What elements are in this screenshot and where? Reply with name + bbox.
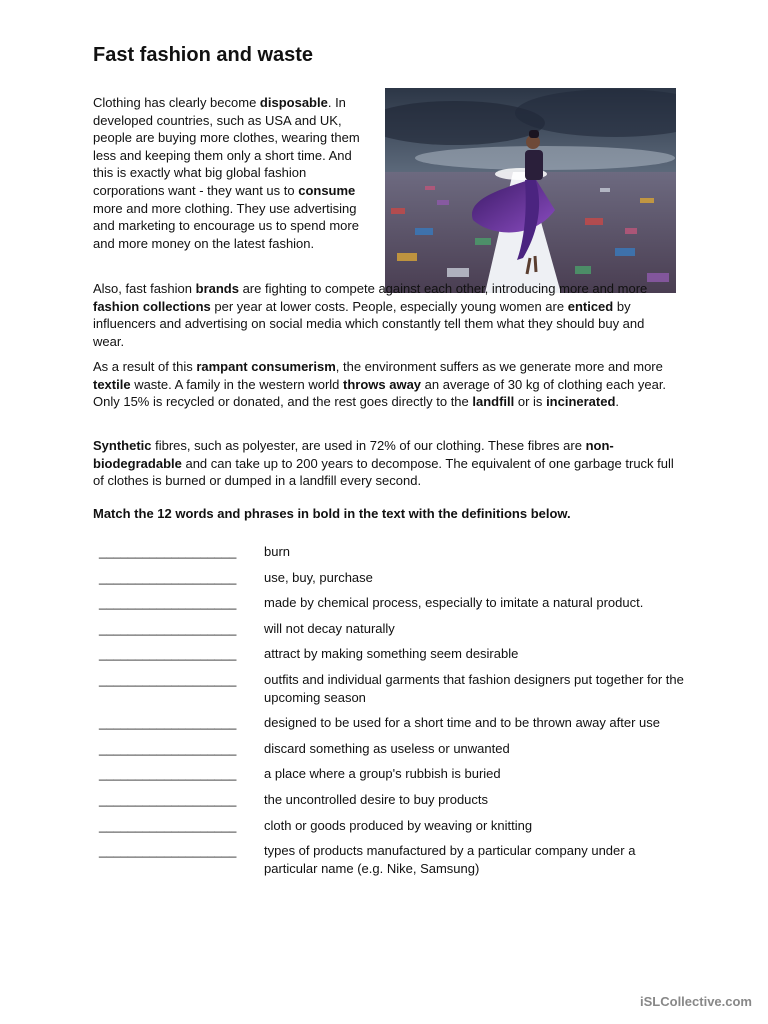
text-segment: , the environment suffers as we generate more and more xyxy=(335,359,663,374)
bold-keyword: textile xyxy=(93,376,131,392)
bold-keyword: incinerated xyxy=(546,394,616,410)
definition-row xyxy=(99,543,689,561)
definition-row xyxy=(99,817,689,835)
paragraph-4 xyxy=(93,437,678,490)
answer-blank[interactable]: ___________________ xyxy=(99,569,237,585)
bold-keyword: fashion collections xyxy=(93,298,211,314)
definition-row xyxy=(99,569,689,587)
fashion-runway-photo xyxy=(385,88,676,293)
text-segment: . In developed countries, such as USA and UK, people are buying more clothes, wearing them less and keeping them only a short time. And this is exactly what big global fashion corporations want - they want us to xyxy=(93,95,360,198)
text-segment: Clothing has clearly become xyxy=(93,95,260,110)
definition-text: use, buy, purchase xyxy=(264,569,373,585)
definition-text: attract by making something seem desirable xyxy=(264,646,519,662)
definition-row xyxy=(99,645,689,663)
text-segment: and can take up to 200 years to decompose. The equivalent of one garbage truck full of clothes is burned or dumped in a landfill every second. xyxy=(93,455,674,489)
definition-matching-list xyxy=(99,543,689,877)
definition-text: a place where a group's rubbish is buried xyxy=(264,766,501,782)
text-segment: per year at lower costs. People, especially young women are xyxy=(210,298,568,314)
text-segment: Also, fast fashion xyxy=(93,281,196,296)
text-segment: fibres, such as polyester, are used in 72% of our clothing. These fibres are xyxy=(151,438,586,453)
answer-blank[interactable]: ___________________ xyxy=(99,646,237,662)
paragraph-3 xyxy=(93,358,678,411)
bold-keyword: non-biodegradable xyxy=(93,438,614,471)
text-segment: an average of 30 kg of clothing each year. Only 15% is recycled or donated, and the rest goes directly to the xyxy=(93,376,667,410)
definition-text: made by chemical process, especially to imitate a natural product. xyxy=(264,595,644,611)
text-segment: are fighting to compete against each other, introducing more and more xyxy=(238,281,648,296)
answer-blank[interactable]: ___________________ xyxy=(99,544,237,559)
exercise-instruction: Match the 12 words and phrases in bold in the text with the definitions below. xyxy=(93,506,571,521)
text-segment: more and more clothing. They use advertising and marketing to encourage us to spend more and more money on the latest fashion. xyxy=(93,200,359,251)
answer-blank[interactable]: ___________________ xyxy=(99,766,237,782)
definition-text: cloth or goods produced by weaving or knitting xyxy=(264,817,533,833)
definition-row xyxy=(99,620,689,638)
definition-row xyxy=(99,765,689,783)
bold-keyword: landfill xyxy=(472,394,515,410)
definition-row xyxy=(99,842,689,877)
text-segment: . xyxy=(615,394,620,410)
runway-illustration xyxy=(385,88,676,293)
answer-blank[interactable]: ___________________ xyxy=(99,715,237,731)
bold-keyword: rampant consumerism xyxy=(196,359,336,374)
bold-keyword: throws away xyxy=(343,376,422,392)
site-watermark: iSLCollective.com xyxy=(640,994,752,1009)
answer-blank[interactable]: ___________________ xyxy=(99,671,237,687)
answer-blank[interactable]: ___________________ xyxy=(99,791,237,807)
answer-blank[interactable]: ___________________ xyxy=(99,817,237,833)
bold-keyword: enticed xyxy=(567,298,614,314)
answer-blank[interactable]: ___________________ xyxy=(99,595,237,611)
text-segment: by influencers and advertising on social media which constantly tell them what they should buy and wear. xyxy=(93,298,645,349)
definition-text: burn xyxy=(264,544,291,559)
definition-text: discard something as useless or unwanted xyxy=(264,740,510,756)
text-segment: waste. A family in the western world xyxy=(130,376,344,392)
definition-text: types of products manufactured by a particular company under a particular name (e.g. Nike, Samsung) xyxy=(264,843,636,876)
answer-blank[interactable]: ___________________ xyxy=(99,843,237,859)
bold-keyword: brands xyxy=(195,281,239,296)
answer-blank[interactable]: ___________________ xyxy=(99,620,237,636)
bold-keyword: Synthetic xyxy=(93,438,152,453)
definition-row xyxy=(99,594,689,612)
definition-text: designed to be used for a short time and to be thrown away after use xyxy=(264,715,661,731)
text-segment: or is xyxy=(514,394,547,410)
paragraph-2 xyxy=(93,280,678,350)
definition-text: will not decay naturally xyxy=(264,620,395,636)
paragraph-1 xyxy=(93,94,375,252)
bold-keyword: consume xyxy=(298,182,356,198)
answer-blank[interactable]: ___________________ xyxy=(99,740,237,756)
definition-text: the uncontrolled desire to buy products xyxy=(264,791,489,807)
text-segment: As a result of this xyxy=(93,359,197,374)
definition-row xyxy=(99,671,689,706)
definition-row xyxy=(99,791,689,809)
bold-keyword: disposable xyxy=(259,95,328,110)
page-title: Fast fashion and waste xyxy=(93,44,314,66)
definition-text: outfits and individual garments that fashion designers put together for the upcoming season xyxy=(264,671,684,705)
definition-row xyxy=(99,740,689,758)
definition-row xyxy=(99,714,689,732)
